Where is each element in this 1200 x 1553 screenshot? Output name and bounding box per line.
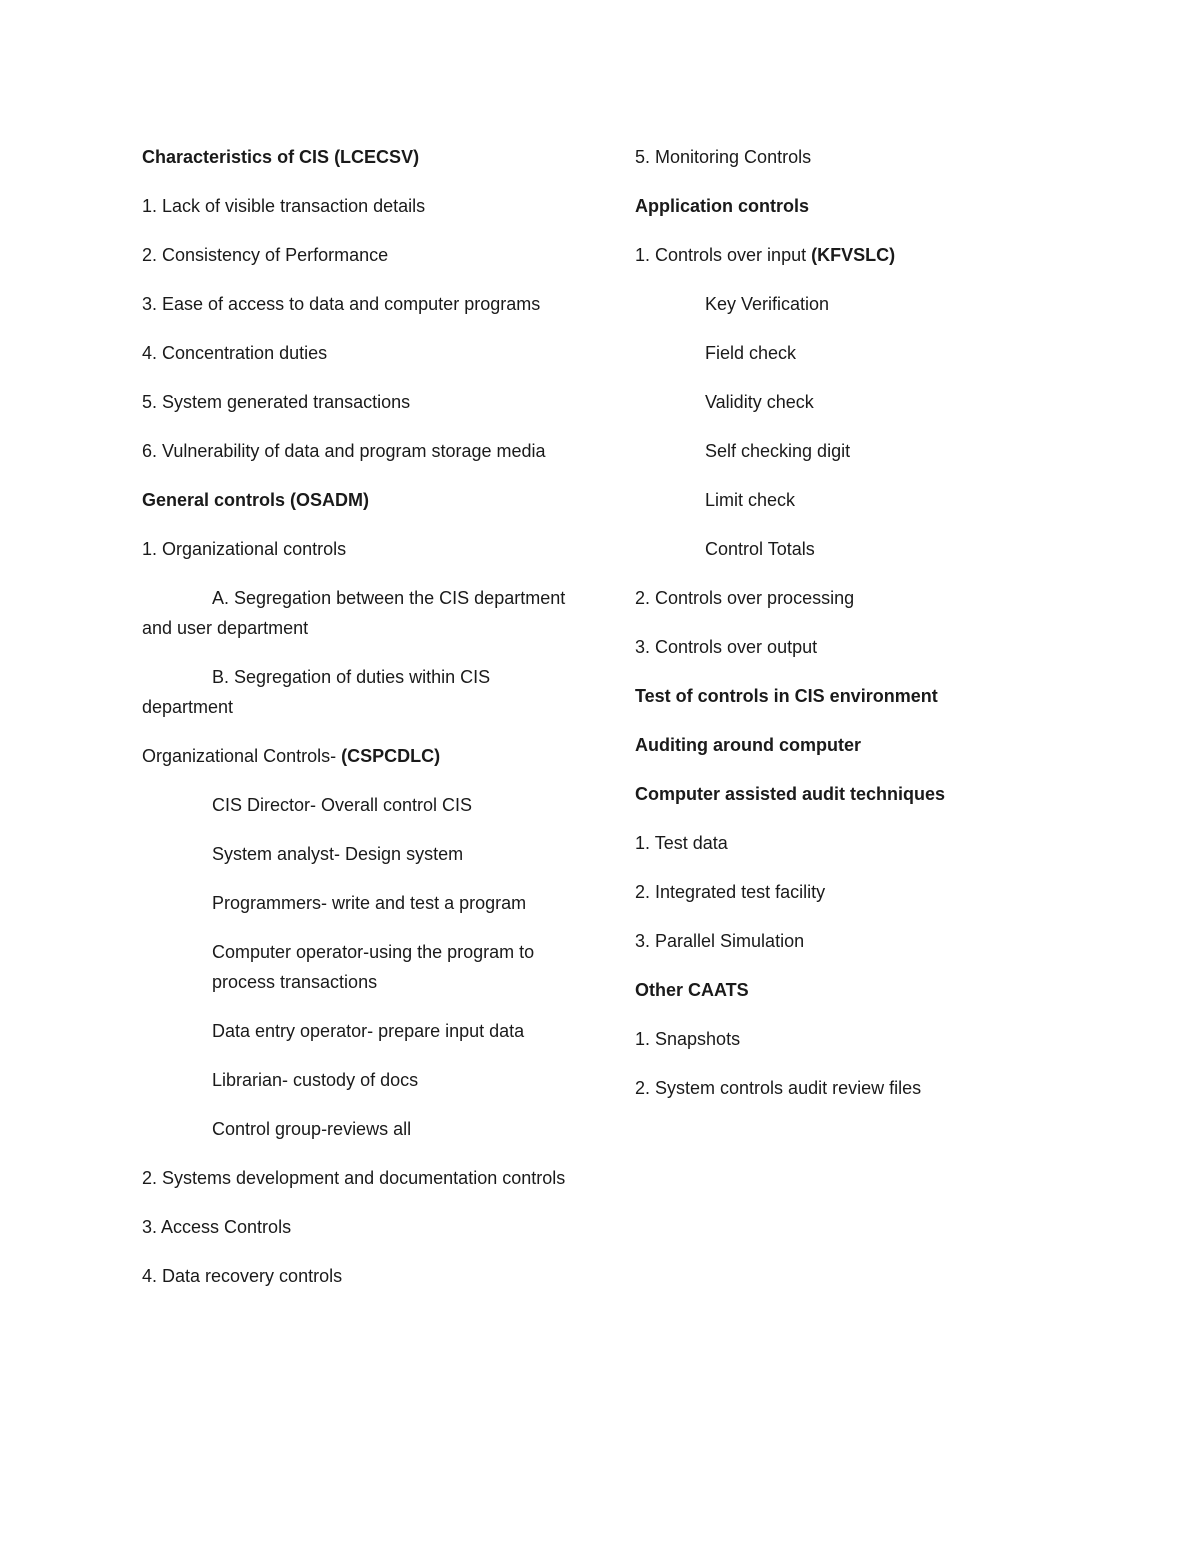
input-check-item: Limit check: [705, 490, 796, 510]
application-control-item: [635, 240, 1075, 270]
input-check-item: Key Verification: [705, 294, 830, 314]
heading-test-of-controls: Test of controls in CIS environment: [635, 686, 938, 706]
heading-general-controls: General controls (OSADM): [142, 490, 370, 510]
heading-application-controls: Application controls: [635, 196, 810, 216]
general-control-item: 4. Data recovery controls: [142, 1266, 343, 1286]
right-column: [635, 142, 1075, 1122]
general-control-subitem: A. Segregation between the CIS department and user department: [142, 588, 566, 638]
heading-other-caats: Other CAATS: [635, 980, 749, 1000]
caat-item: 2. Integrated test facility: [635, 882, 826, 902]
general-control-item: 5. Monitoring Controls: [635, 147, 812, 167]
application-control-item: 3. Controls over output: [635, 637, 818, 657]
caat-item: 1. Test data: [635, 833, 728, 853]
input-check-item: Self checking digit: [705, 441, 851, 461]
role-item: Control group-reviews all: [212, 1119, 412, 1139]
other-caat-item: 2. System controls audit review files: [635, 1078, 922, 1098]
input-check-item: Control Totals: [705, 539, 815, 559]
input-check-item: Field check: [705, 343, 797, 363]
general-control-item: 2. Systems development and documentation controls: [142, 1168, 566, 1188]
characteristic-item: 6. Vulnerability of data and program storage media: [142, 441, 546, 461]
characteristic-item: 4. Concentration duties: [142, 343, 328, 363]
role-item: Computer operator-using the program to process transactions: [212, 942, 535, 992]
other-caat-item: 1. Snapshots: [635, 1029, 741, 1049]
role-item: Librarian- custody of docs: [212, 1070, 419, 1090]
role-item: Programmers- write and test a program: [212, 893, 527, 913]
general-control-item: 1. Organizational controls: [142, 539, 347, 559]
characteristic-item: 3. Ease of access to data and computer programs: [142, 294, 541, 314]
role-item: Data entry operator- prepare input data: [212, 1021, 525, 1041]
general-control-item: 3. Access Controls: [142, 1217, 292, 1237]
left-column: [142, 142, 582, 1310]
organizational-controls-heading: [142, 741, 582, 771]
input-check-item: Validity check: [705, 392, 814, 412]
application-control-acronym: (KFVSLC): [811, 245, 896, 265]
role-item: CIS Director- Overall control CIS: [212, 795, 473, 815]
role-item: System analyst- Design system: [212, 844, 464, 864]
characteristic-item: 5. System generated transactions: [142, 392, 411, 412]
application-control-label: 1. Controls over input: [635, 245, 812, 265]
organizational-controls-acronym: (CSPCDLC): [341, 746, 441, 766]
heading-caat: Computer assisted audit techniques: [635, 784, 946, 804]
organizational-controls-label: Organizational Controls-: [142, 746, 342, 766]
characteristic-item: 2. Consistency of Performance: [142, 245, 389, 265]
general-control-subitem: B. Segregation of duties within CIS department: [142, 667, 491, 717]
characteristic-item: 1. Lack of visible transaction details: [142, 196, 426, 216]
caat-item: 3. Parallel Simulation: [635, 931, 805, 951]
heading-characteristics: Characteristics of CIS (LCECSV): [142, 147, 420, 167]
application-control-item: 2. Controls over processing: [635, 588, 855, 608]
heading-auditing-around-computer: Auditing around computer: [635, 735, 861, 755]
